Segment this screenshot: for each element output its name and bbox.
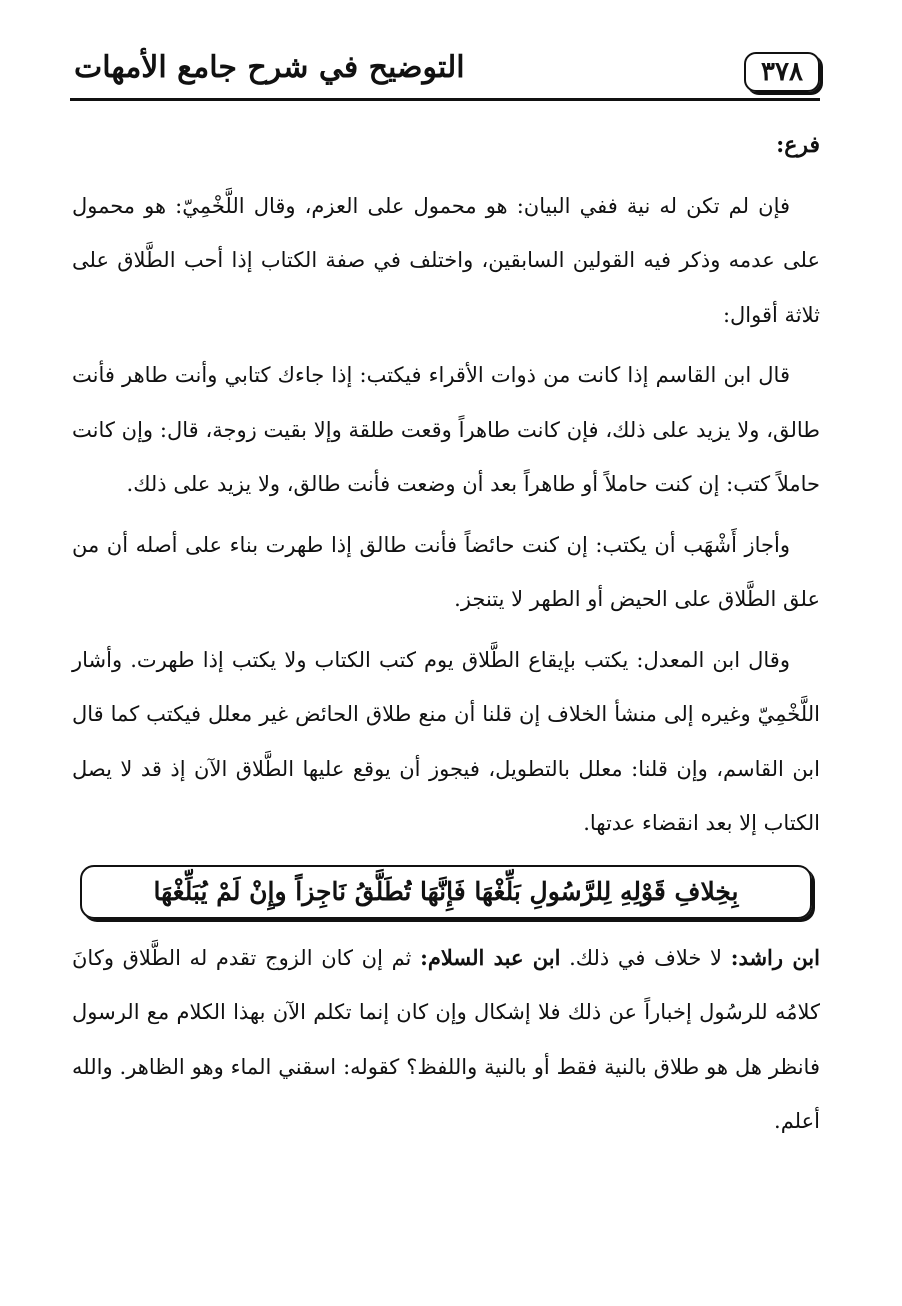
page-number: ٣٧٨ [744,52,820,92]
page-header [70,46,820,104]
commentary-text: لا خلاف في ذلك. [560,945,731,970]
commentator-name: ابن راشد: [730,944,820,970]
matn-box [80,865,812,919]
commentator-name: ابن عبد السلام: [420,944,561,970]
header-divider [70,98,820,101]
paragraph: وأجاز أَشْهَب أن يكتب: إن كنت حائضاً فأنت طالق إذا طهرت بناء على أصله أن من علق الطَّلاق على الحيض أو الطهر لا يتنجز. [72,532,820,611]
commentary-text: ثم إن كان الزوج تقدم له الطَّلاق وكانَ كلامُه للرسُول إخباراً عن ذلك فلا إشكال وإن كان إنما تكلم الآن بهذا الكلام مع الرسول فانظر هل هو طلاق بالنية فقط أو بالنية واللفظ؟ كقوله: اسقني الماء وهو الظاهر. والله أعلم. [72,945,820,1133]
paragraph: فإن لم تكن له نية ففي البيان: هو محمول على العزم، وقال اللَّخْمِيّ: هو محمول على عدمه وذكر فيه القولين السابقين، واختلف في صفة الكتاب إذا أحب الطَّلاق على ثلاثة أقوال: [72,193,820,327]
book-title: التوضيح في شرح جامع الأمهات [74,50,465,85]
paragraph: قال ابن القاسم إذا كانت من ذوات الأقراء فيكتب: إذا جاءك كتابي وأنت طاهر فأنت طالق، ولا يزيد على ذلك، فإن كانت طاهراً وقعت طلقة وإلا بقيت زوجة، قال: وإن كانت حاملاً كتب: إن كنت حاملاً أو طاهراً بعد أن وضعت فأنت طالق، ولا يزيد على ذلك. [72,363,820,496]
matn-text: بِخِلافِ قَوْلِهِ لِلرَّسُولِ بَلِّغْهَا فَإِنَّهَا تُطَلَّقُ نَاجِزاً وإِنْ لَمْ يُبَلِّغْهَا [153,876,739,906]
commentary-paragraph [72,931,820,1149]
paragraph: وقال ابن المعدل: يكتب بإيقاع الطَّلاق يوم كتب الكتاب ولا يكتب إذا طهرت. وأشار اللَّخْمِيّ وغيره إلى منشأ الخلاف إن قلنا أن منع طلاق الحائض غير معلل فيكتب كما قال ابن القاسم، وإن قلنا: معلل بالتطويل، فيجوز أن يوقع عليها الطَّلاق الآن إذ قد لا يصل الكتاب إلا بعد انقضاء عدتها. [72,647,820,835]
page-body [72,118,820,1149]
section-label: فرع: [776,132,820,158]
